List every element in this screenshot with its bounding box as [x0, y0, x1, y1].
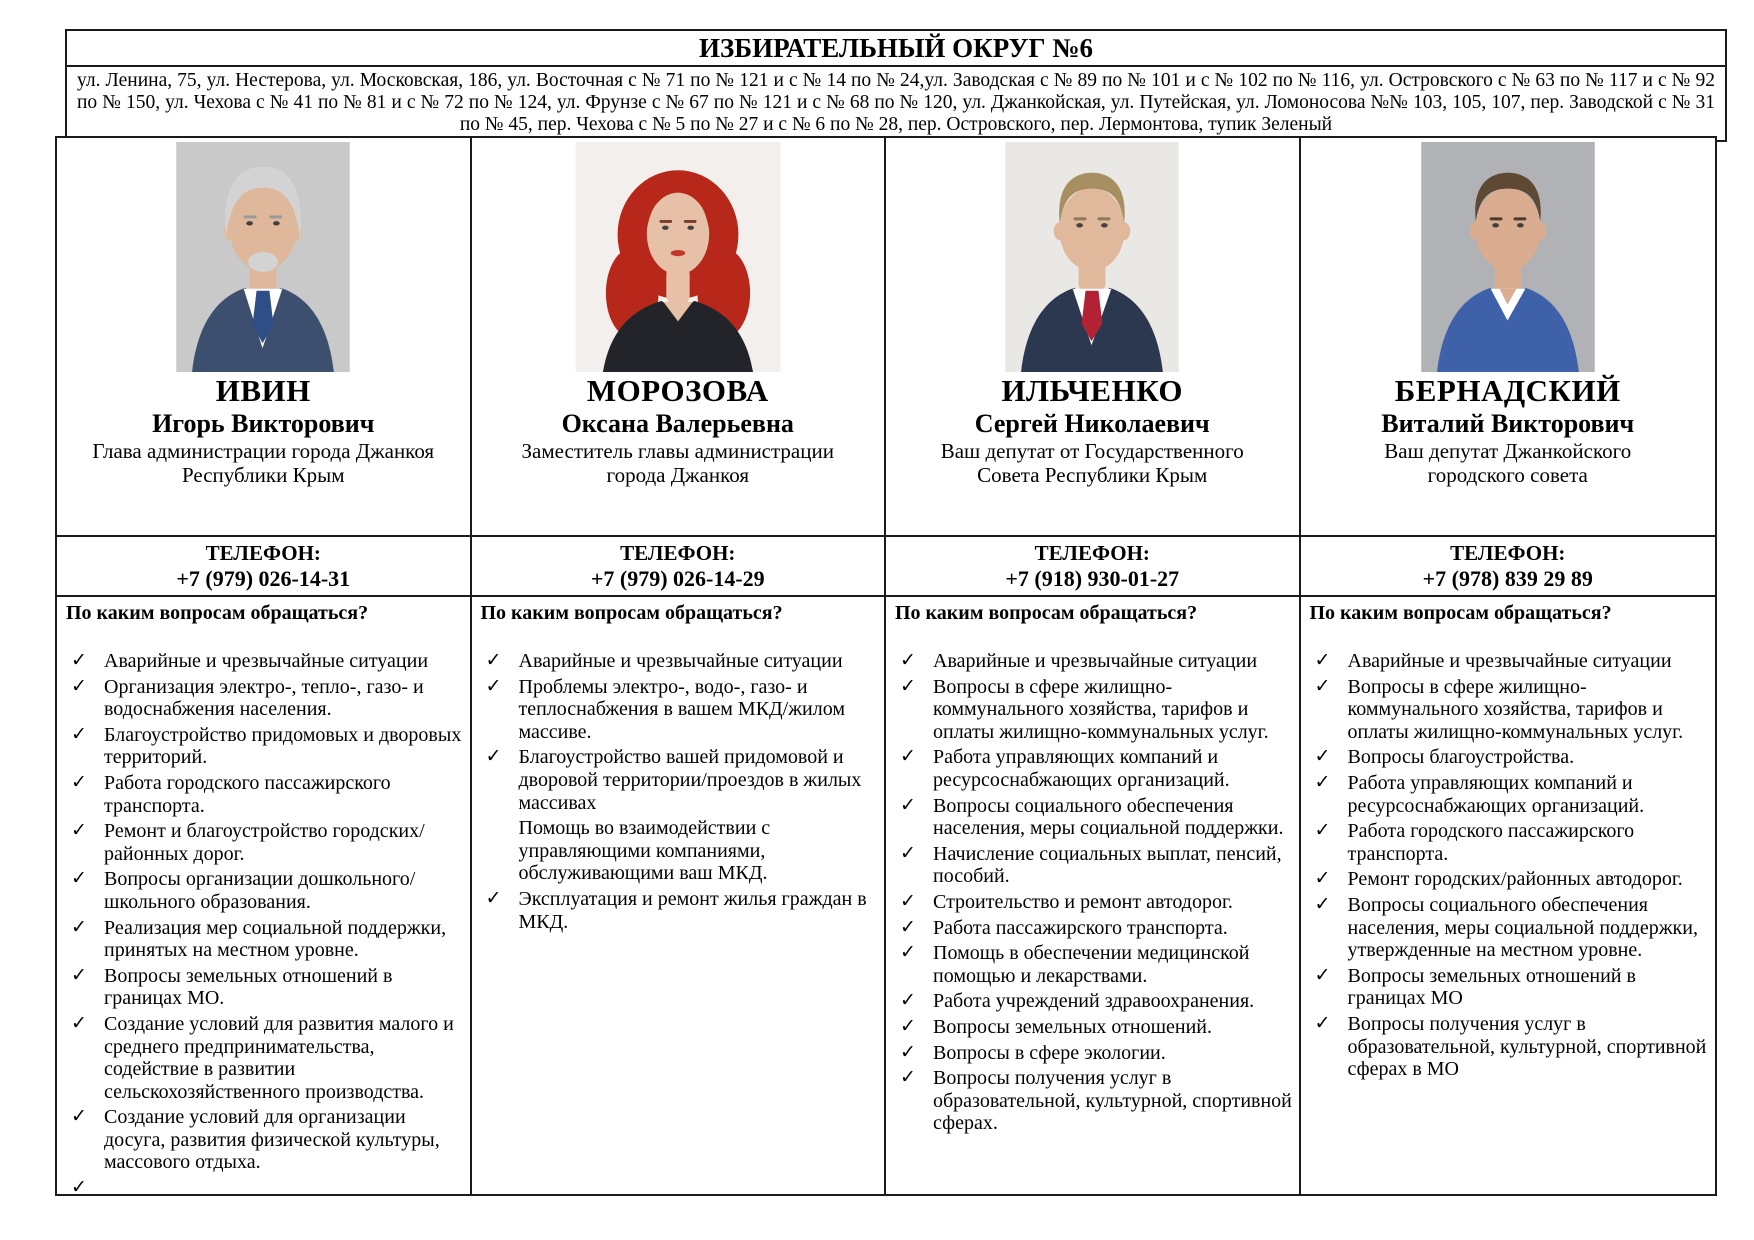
issues-list [66, 650, 464, 1194]
issue-item: ✓ Создание условий для развития малого и среднего предпринимательства, содействие в развитии сельскохозяйственного производства. [66, 1013, 464, 1103]
candidate-photo [175, 142, 351, 372]
check-icon: ✓ [1314, 820, 1331, 842]
phone-cell [472, 537, 887, 597]
candidate-photo [1004, 142, 1180, 372]
issue-item: ✓ Аварийные и чрезвычайные ситуации [1310, 650, 1710, 673]
issue-item: ✓ Вопросы социального обеспечения населения, меры социальной поддержки, утвержденные на местном уровне. [1310, 894, 1710, 962]
candidate-name: Игорь Викторович [152, 408, 375, 438]
page-title: ИЗБИРАТЕЛЬНЫЙ ОКРУГ №6 [67, 31, 1725, 67]
issue-item: ✓ Аварийные и чрезвычайные ситуации [481, 650, 879, 673]
check-icon: ✓ [900, 842, 916, 864]
check-icon: ✓ [1314, 868, 1331, 890]
check-icon: ✓ [900, 650, 916, 671]
issue-item: ✓ Работа управляющих компаний и ресурсоснабжающих организаций. [1310, 772, 1710, 817]
candidate-photo [1420, 142, 1596, 372]
check-icon: ✓ [1314, 771, 1331, 793]
issues-list [1310, 650, 1710, 1081]
check-icon: ✓ [71, 723, 87, 745]
candidate-card-bernadsky [1301, 138, 1716, 537]
check-icon: ✓ [485, 887, 502, 909]
issue-item-continuation: Помощь во взаимодействии с управляющими компаниями, обслуживающими ваш МКД. [518, 817, 771, 885]
candidate-card-ivin [57, 138, 472, 537]
candidate-name: Сергей Николаевич [974, 408, 1210, 438]
issue-item: ✓ Создание условий для организации досуга, развития физической культуры, массового отдыха. [66, 1106, 464, 1174]
issue-item: ✓ Строительство и ремонт автодорог. [895, 891, 1293, 914]
issue-item: ✓ Благоустройство придомовых и дворовых территорий. [66, 724, 464, 769]
issues-cell [472, 597, 887, 1194]
phone-cell [1301, 537, 1716, 597]
check-icon: ✓ [71, 820, 87, 842]
issues-question: По каким вопросам обращаться? [1309, 602, 1612, 624]
phone-cell [57, 537, 472, 597]
phone-label: ТЕЛЕФОН: [1034, 541, 1150, 565]
check-icon: ✓ [900, 794, 916, 816]
check-icon: ✓ [71, 868, 87, 890]
issues-cell [1301, 597, 1716, 1194]
issue-item: ✓ Ремонт и благоустройство городских/районных дорог. [66, 820, 464, 865]
phone-cell [886, 537, 1301, 597]
candidate-name: Оксана Валерьевна [561, 408, 794, 438]
issue-item: ✓ Вопросы социального обеспечения населения, меры социальной поддержки. [895, 795, 1293, 840]
check-icon: ✓ [900, 942, 916, 964]
check-icon: ✓ [1314, 893, 1331, 915]
issue-item: ✓ Вопросы получения услуг в образовательной, культурной, спортивной сферах. [895, 1067, 1293, 1135]
candidate-photo [574, 142, 782, 372]
district-header [65, 29, 1727, 142]
check-icon: ✓ [900, 916, 916, 938]
phone-label: ТЕЛЕФОН: [205, 541, 321, 565]
candidate-position: Заместитель главы администрации города Джанкоя [521, 439, 834, 488]
issue-item: ✓ Проблемы электро-, водо-, газо- и теплоснабжения в вашем МКД/жилом массиве. [481, 676, 879, 744]
candidate-surname: ИВИН [215, 373, 311, 408]
issue-item: ✓ Благоустройство вашей придомовой и дворовой территории/проездов в жилых массивах [481, 746, 879, 814]
issue-item: ✓ Работа пассажирского транспорта. [895, 917, 1293, 940]
issue-item: ✓ Реализация мер социальной поддержки, принятых на местном уровне. [66, 917, 464, 962]
check-icon: ✓ [1314, 746, 1331, 768]
issue-item: ✓ Эксплуатация и ремонт жилья граждан в МКД. [481, 888, 879, 933]
issue-item: ✓ Вопросы земельных отношений в границах МО. [66, 965, 464, 1010]
phone-label: ТЕЛЕФОН: [1450, 541, 1566, 565]
check-icon: ✓ [485, 650, 502, 671]
issue-item: ✓ Начисление социальных выплат, пенсий, пособий. [895, 843, 1293, 888]
check-icon: ✓ [900, 1067, 916, 1089]
issues-list [481, 650, 879, 933]
check-icon: ✓ [1314, 650, 1331, 671]
check-icon: ✓ [900, 746, 916, 768]
issue-item: ✓ Вопросы организации дошкольного/школьного образования. [66, 868, 464, 913]
issue-item [66, 1177, 464, 1194]
check-icon: ✓ [71, 1012, 87, 1034]
issue-item: ✓ Работа управляющих компаний и ресурсоснабжающих организаций. [895, 746, 1293, 791]
phone-label: ТЕЛЕФОН: [620, 541, 736, 565]
check-icon: ✓ [71, 675, 87, 697]
candidate-name: Виталий Викторович [1381, 408, 1635, 438]
issue-item: ✓ Вопросы земельных отношений. [895, 1016, 1293, 1039]
district-streets: ул. Ленина, 75, ул. Нестерова, ул. Московская, 186, ул. Восточная с № 71 по № 121 и с № 14 по № 24,ул. Заводская с № 89 по № 101 и с № 102 по № 116, ул. Островского с № 63 по № 117 и с № 92 по № 150, ул. Чехова с № 41 по № 81 и с № 72 по № 124, ул. Фрунзе с № 67 по № 121 и с № 68 по № 120, ул. Джанкойская, ул. Путейская, ул. Ломоносова №№ 103, 105, 107, пер. Заводской с № 31 по № 45, пер. Чехова с № 5 по № 27 и с № 6 по № 28, пер. Островского, пер. Лермонтова, тупик Зеленый [77, 70, 1715, 135]
check-icon: ✓ [485, 746, 502, 768]
check-icon: ✓ [900, 1015, 916, 1037]
issues-question: По каким вопросам обращаться? [66, 602, 369, 624]
check-icon: ✓ [71, 1177, 87, 1194]
check-icon: ✓ [71, 916, 87, 938]
candidate-surname: МОРОЗОВА [586, 373, 769, 408]
issue-item: ✓ Вопросы в сфере жилищно-коммунального хозяйства, тарифов и оплаты жилищно-коммунальных услуг. [895, 676, 1293, 744]
check-icon: ✓ [900, 675, 916, 697]
issues-list [895, 650, 1293, 1135]
issues-cell [886, 597, 1301, 1194]
issues-question: По каким вопросам обращаться? [895, 602, 1198, 624]
issue-item: ✓ Вопросы в сфере жилищно-коммунального хозяйства, тарифов и оплаты жилищно-коммунальных услуг. [1310, 676, 1710, 744]
issue-item: ✓ Работа городского пассажирского транспорта. [1310, 820, 1710, 865]
candidate-position: Ваш депутат Джанкойского городского совета [1384, 439, 1632, 488]
issue-item: ✓ Вопросы в сфере экологии. [895, 1042, 1293, 1065]
issue-item: ✓ Вопросы благоустройства. [1310, 746, 1710, 769]
issues-cell [57, 597, 472, 1194]
issue-item: ✓ Помощь в обеспечении медицинской помощью и лекарствами. [895, 942, 1293, 987]
check-icon: ✓ [485, 675, 502, 697]
check-icon: ✓ [71, 964, 87, 986]
phone-number: +7 (979) 026-14-29 [590, 566, 765, 592]
check-icon: ✓ [1314, 964, 1331, 986]
check-icon: ✓ [1314, 1012, 1331, 1034]
issue-item: ✓ Организация электро-, тепло-, газо- и водоснабжения населения. [66, 676, 464, 721]
check-icon: ✓ [900, 890, 916, 912]
issue-item: ✓ Вопросы земельных отношений в границах МО [1310, 965, 1710, 1010]
candidates-table [55, 136, 1717, 1196]
issue-item: ✓ Работа городского пассажирского транспорта. [66, 772, 464, 817]
candidate-surname: ИЛЬЧЕНКО [1001, 373, 1184, 408]
candidate-card-morozova [472, 138, 887, 537]
candidate-position: Ваш депутат от Государственного Совета Республики Крым [940, 439, 1244, 488]
issue-item: ✓ Работа учреждений здравоохранения. [895, 990, 1293, 1013]
check-icon: ✓ [900, 990, 916, 1012]
issue-item: ✓ Аварийные и чрезвычайные ситуации [66, 650, 464, 673]
check-icon: ✓ [71, 1106, 87, 1128]
check-icon: ✓ [71, 650, 87, 671]
check-icon: ✓ [1314, 675, 1331, 697]
candidate-surname: БЕРНАДСКИЙ [1394, 373, 1621, 408]
phone-number: +7 (918) 930-01-27 [1005, 566, 1180, 592]
phone-number: +7 (978) 839 29 89 [1422, 566, 1593, 592]
candidate-position: Глава администрации города Джанкоя Республики Крым [92, 439, 435, 488]
issues-question: По каким вопросам обращаться? [480, 602, 783, 624]
check-icon: ✓ [900, 1041, 916, 1063]
phone-number: +7 (979) 026-14-31 [176, 566, 351, 592]
issue-item: ✓ Аварийные и чрезвычайные ситуации [895, 650, 1293, 673]
candidate-card-ilchenko [886, 138, 1301, 537]
issue-item: ✓ Вопросы получения услуг в образовательной, культурной, спортивной сферах в МО [1310, 1013, 1710, 1081]
issue-item: ✓ Ремонт городских/районных автодорог. [1310, 868, 1710, 891]
check-icon: ✓ [71, 771, 87, 793]
